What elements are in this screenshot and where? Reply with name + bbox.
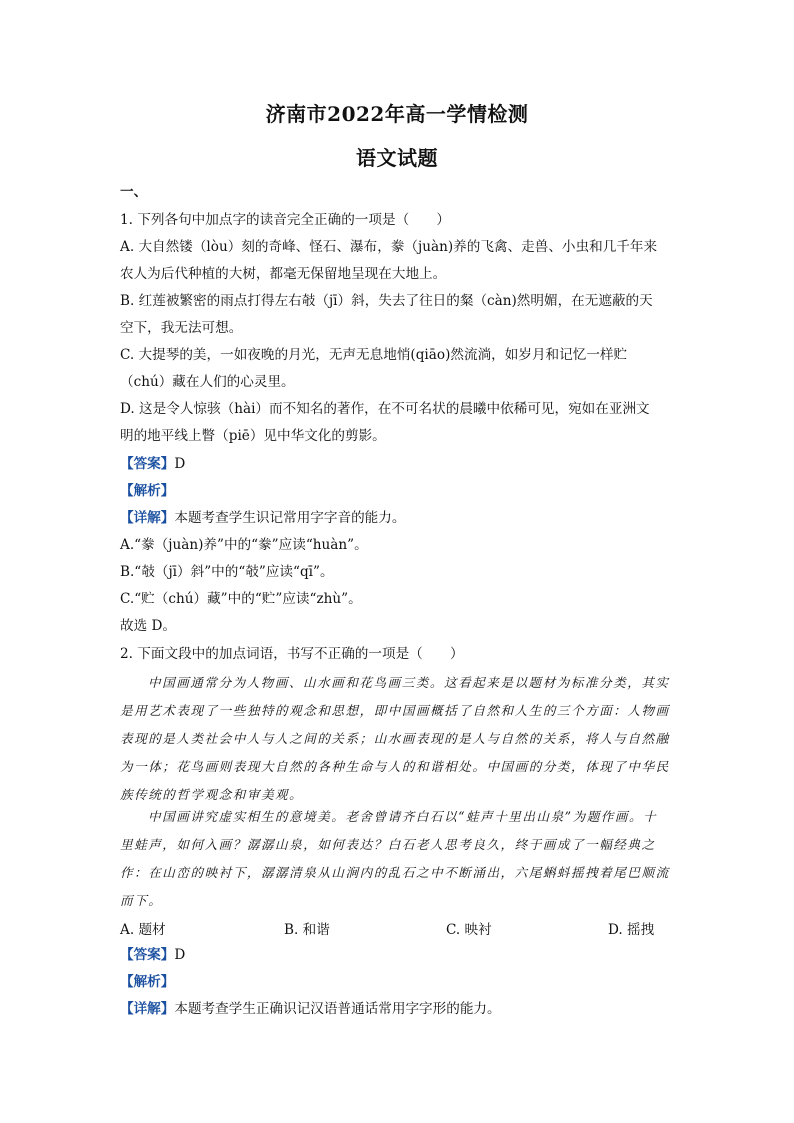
detail-tag: 【详解】 [120, 1001, 175, 1017]
q2-option-b: B. 和谐 [284, 922, 330, 938]
q2-option-a: A. 题材 [120, 922, 166, 938]
q2-analysis [120, 972, 680, 992]
document-subtitle: 语文试题 [356, 146, 438, 170]
q2-passage1-line: 为一体；花鸟画则表现大自然的各种生命与人的和谐相处。中国画的分类，体现了中华民 [120, 759, 670, 774]
q2-passage1-line: 表现的是人类社会中人与人之间的关系；山水画表现的是人与自然的关系，将人与自然融 [120, 731, 670, 746]
analysis-tag: 【解析】 [120, 974, 175, 990]
detail-tag: 【详解】 [120, 510, 175, 526]
answer-tag: 【答案】 [120, 947, 175, 963]
q1-option-d-line2: 明的地平线上瞥（piē）见中华文化的剪影。 [120, 428, 386, 444]
q2-passage2-line: 中国画讲究虚实相生的意境美。老舍曾请齐白石以“蛙声十里出山泉”为题作画。十 [148, 809, 658, 824]
q2-passage2-line: 而下。 [120, 893, 163, 908]
q1-explain-b: B.“攲（jī）斜”中的“攲”应读“qī”。 [120, 564, 334, 580]
detail-text: 本题考查学生正确识记汉语普通话常用字字形的能力。 [174, 1001, 501, 1017]
q1-answer [120, 454, 680, 474]
q1-option-a-line1: A. 大自然镂（lòu）刻的奇峰、怪石、瀑布，豢（juàn)养的飞禽、走兽、小虫和几千年来 [120, 239, 658, 255]
answer-value: D [174, 947, 186, 963]
q1-stem: 1. 下列各句中加点字的读音完全正确的一项是（ ） [120, 212, 450, 228]
q2-stem: 2. 下面文段中的加点词语，书写不正确的一项是（ ） [120, 646, 464, 662]
q2-passage1-line: 中国画通常分为人物画、山水画和花鸟画三类。这看起来是以题材为标准分类，其实 [148, 675, 670, 690]
document-title: 济南市2022年高一学情检测 [265, 102, 529, 126]
q1-detail [120, 508, 680, 528]
q1-option-c-line1: C. 大提琴的美，一如夜晚的月光，无声无息地悄(qiāo)然流淌，如岁月和记忆一样贮 [120, 347, 628, 363]
q2-passage2-line: 作：在山峦的映衬下，潺潺清泉从山涧内的乱石之中不断涌出，六尾蝌蚪摇拽着尾巴顺流 [120, 865, 670, 880]
answer-tag: 【答案】 [120, 456, 175, 472]
q1-explain-c: C.“贮（chú）藏”中的“贮”应读“zhù”。 [120, 591, 362, 607]
q2-answer [120, 945, 680, 965]
q1-option-b-line1: B. 红莲被繁密的雨点打得左右攲（jī）斜，失去了往日的粲（càn)然明媚，在无遮蔽的天 [120, 293, 653, 309]
q1-option-c-line2: （chú）藏在人们的心灵里。 [120, 374, 295, 390]
q1-conclusion: 故选 D。 [120, 618, 177, 634]
answer-value: D [174, 456, 186, 472]
q2-passage2-line: 里蛙声，如何入画？潺潺山泉，如何表达？白石老人思考良久，终于画成了一幅经典之 [120, 837, 656, 852]
q2-passage1-line: 族传统的哲学观念和审美观。 [120, 787, 304, 802]
q1-option-a-line2: 农人为后代种植的大树，都毫无保留地呈现在大地上。 [120, 266, 447, 282]
q1-explain-a: A.“豢（juàn)养”中的“豢”应读“huàn”。 [120, 537, 368, 553]
q2-options [120, 918, 660, 938]
q2-option-c: C. 映衬 [446, 922, 492, 938]
q1-option-b-line2: 空下，我无法可想。 [120, 320, 243, 336]
analysis-tag: 【解析】 [120, 483, 175, 499]
q2-passage1-line: 是用艺术表现了一些独特的观念和思想，即中国画概括了自然和人生的三个方面：人物画 [120, 703, 670, 718]
q1-analysis [120, 481, 680, 501]
q2-option-d: D. 摇拽 [608, 922, 655, 938]
detail-text: 本题考查学生识记常用字字音的能力。 [174, 510, 406, 526]
section-heading: 一、 [120, 184, 148, 200]
q2-detail [120, 999, 680, 1019]
q1-option-d-line1: D. 这是令人惊骇（hài）而不知名的著作，在不可名状的晨曦中依稀可见，宛如在亚洲文 [120, 401, 650, 417]
